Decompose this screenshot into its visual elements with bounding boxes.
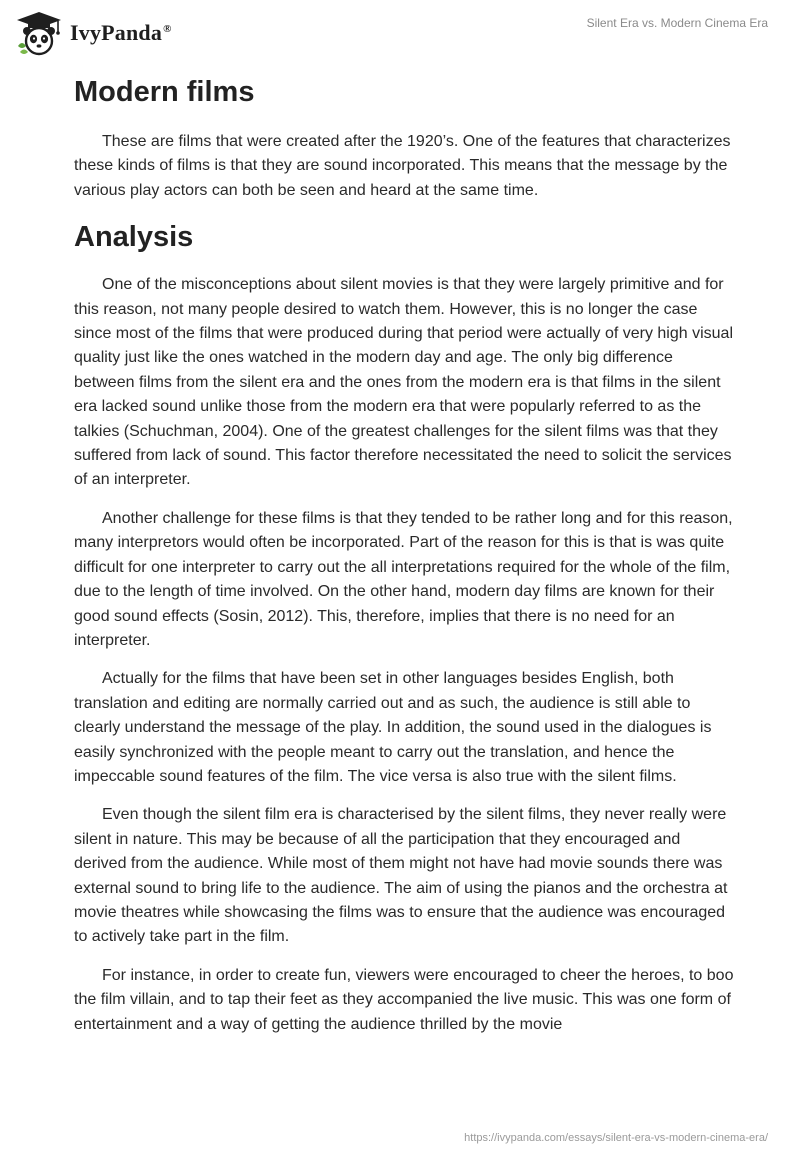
paragraph: One of the misconceptions about silent movies is that they were largely primitive and for this reason, not many people desired to watch them. However, this is no longer the case since most of the films that were produced during that period were actually of very high visual quality just like the ones watched in the modern day and age. The only big difference between films from the silent era and the ones from the modern era is that films in the silent era lacked sound unlike those from the modern era that were popularly referred to as the talkies (Schuchman, 2004). One of the greatest challenges for the silent films was that they suffered from lack of sound. This factor therefore necessitated the need to solicit the services of an interpreter. (74, 276, 733, 489)
paragraph: These are films that were created after the 1920’s. One of the features that characterizes these kinds of films is that they are sound incorporated. This means that the message by the various play actors can both be seen and heard at the same time. (74, 133, 731, 199)
section-heading-analysis: Analysis (74, 221, 194, 254)
brand-text: IvyPanda (70, 20, 163, 45)
paragraph: Even though the silent film era is characterised by the silent films, they never really were silent in nature. This may be because of all the participation that they encouraged and derived from the audience. While most of them might not have had movie sounds there was external sound to bring life to the audience. The aim of using the pianos and the orchestra at movie theatres while showcasing the films was to ensure that the audience was encouraged to actively take part in the film. (74, 806, 728, 946)
page-header (0, 0, 800, 70)
section-heading-modern-films: Modern films (74, 76, 255, 108)
brand-name (70, 20, 172, 46)
essay-content (74, 72, 734, 1051)
source-url[interactable]: https://ivypanda.com/essays/silent-era-vs-modern-cinema-era/ (464, 1132, 768, 1144)
document-title: Silent Era vs. Modern Cinema Era (586, 16, 768, 30)
brand-logo[interactable] (14, 10, 172, 56)
registered-mark: ® (163, 22, 172, 35)
panda-graduate-icon (14, 10, 64, 56)
paragraph: Actually for the films that have been set in other languages besides English, both translation and editing are normally carried out and as such, the audience is still able to clearly understand the message of the play. In addition, the sound used in the dialogues is easily synchronized with the people meant to carry out the translation, and hence the impeccable sound features of the film. The vice versa is also true with the silent films. (74, 670, 712, 785)
paragraph: Another challenge for these films is that they tended to be rather long and for this reason, many interpretors would often be incorporated. Part of the reason for this is that is was quite difficult for one interpreter to carry out the all interpretations required for the whole of the film, due to the length of time involved. On the other hand, modern day films are known for their good sound effects (Sosin, 2012). This, therefore, implies that there is no need for an interpreter. (74, 509, 733, 649)
paragraph: For instance, in order to create fun, viewers were encouraged to cheer the heroes, to boo the film villain, and to tap their feet as they accompanied the live music. This was one form of entertainment and a way of getting the audience thrilled by the movie (74, 966, 734, 1033)
